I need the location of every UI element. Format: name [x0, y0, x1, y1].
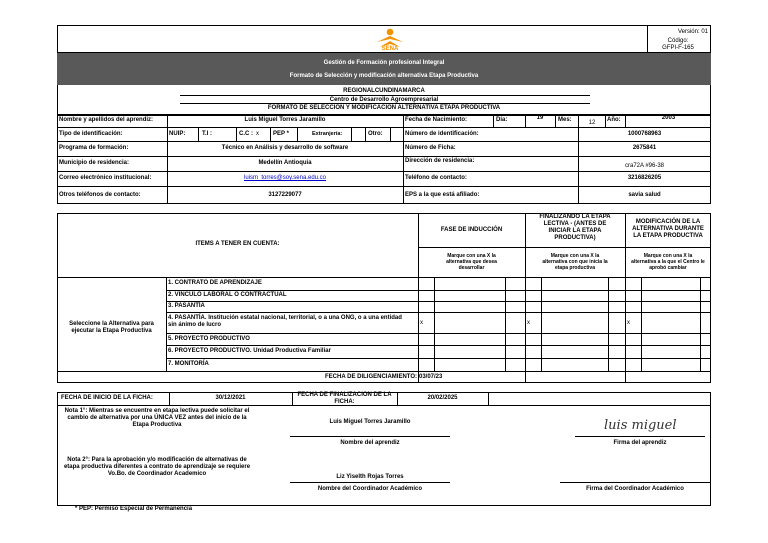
- otro-label: Otro:: [368, 130, 383, 137]
- nota2-line3: Vo.Bo. de Coordinador Academico: [107, 471, 207, 477]
- sub-induccion-3: desarrollar: [458, 265, 485, 271]
- municipio-label: Municipio de residencia:: [59, 160, 130, 166]
- items-title: ITEMS A TENER EN CUENTA:: [195, 241, 280, 247]
- year-value: 2003: [661, 115, 676, 121]
- year-label: Año:: [607, 117, 621, 123]
- code-label: Código:: [667, 38, 689, 44]
- select-label-1: Seleccione la Alternativa para: [69, 321, 154, 327]
- address-value: cra72A #96-38: [624, 163, 665, 169]
- sena-logo-text: SENA: [381, 46, 399, 52]
- sub-modificacion-1: Marque con una X la: [643, 253, 693, 259]
- col-modificacion-2: ALTERNATIVA DURANTE: [632, 226, 704, 232]
- option-7[interactable]: 7. MONITORÍA: [168, 361, 209, 367]
- cc-label: C.C :: [239, 130, 253, 137]
- code-value: GFPI-F-165: [662, 45, 694, 51]
- option-6[interactable]: 6. PROYECTO PRODUCTIVO. Unidad Productiva Familiar: [168, 348, 331, 354]
- sub-induccion-1: Marque con una X la: [447, 253, 496, 259]
- phone-value: 3216826205: [627, 175, 662, 181]
- firma-coord-label: Firma del Coordinador Académico: [586, 486, 684, 492]
- nota1-line1: Nota 1°: Mientras se encuentre en etapa lectiva puede solicitar el: [64, 408, 250, 414]
- sub-finalizando-3: etapa productiva: [554, 265, 595, 271]
- id-number-value: 1000768963: [627, 130, 662, 137]
- month-value: 12: [588, 120, 596, 126]
- eps-value: savia salud: [628, 191, 661, 198]
- mark-modificacion-4[interactable]: x: [627, 320, 630, 326]
- diligencia-value: 03/07/23: [419, 374, 443, 380]
- day-label: Día:: [496, 117, 508, 123]
- aprendiz-signature: luis miguel: [604, 418, 677, 433]
- version-label: Versión: 01: [677, 29, 708, 35]
- id-number-label: Número de identificación:: [405, 130, 479, 137]
- name-value: Luis Miguel Torres Jaramillo: [244, 117, 326, 123]
- coord-label: Nombre del Coordinador Académico: [317, 486, 423, 492]
- program-label: Programa de formación:: [59, 145, 129, 151]
- extranjeria-label: Extranjería:: [312, 130, 343, 137]
- formato-label: FORMATO DE SELECCIÓN Y MODIFICACIÓN ALTERNATIVA ETAPA PRODUCTIVA: [267, 105, 501, 111]
- other-phones-label: Otros teléfonos de contacto:: [59, 191, 141, 198]
- pep-label: PEP *: [273, 130, 289, 137]
- col-induccion: FASE DE INDUCCIÓN: [440, 227, 503, 233]
- inicio-value: 30/12/2021: [215, 395, 246, 401]
- sub-modificacion-3: aprobó cambiar: [649, 265, 687, 271]
- inicio-label: FECHA DE INICIO DE LA FICHA:: [61, 395, 153, 401]
- sub-finalizando-1: Marque con una X la: [550, 253, 600, 259]
- option-3[interactable]: 3. PASANTÍA: [168, 303, 205, 309]
- name-label: Nombre y apellidos del aprendiz:: [59, 117, 154, 123]
- aprendiz-name: Luis Miguel Torres Jaramillo: [329, 419, 411, 425]
- mark-induccion-4[interactable]: x: [420, 320, 423, 326]
- email-link[interactable]: luism_torres@soy.sena.edu.co: [243, 175, 327, 181]
- id-type-label: Tipo de identificación:: [59, 130, 123, 137]
- firma-aprendiz-label: Firma del aprendiz: [613, 440, 667, 446]
- regional-label: REGIONALCUNDINAMARCA: [343, 88, 425, 94]
- option-2[interactable]: 2. VINCULO LABORAL O CONTRACTUAL: [168, 292, 287, 298]
- col-finalizando-2: LECTIVA - (ANTES DE: [543, 221, 607, 227]
- nuip-label: NUIP:: [169, 130, 186, 137]
- col-modificacion-3: LA ETAPA PRODUCTIVA: [633, 233, 703, 239]
- municipio-value: Medellín Antioquia: [258, 160, 312, 166]
- day-value: 19: [536, 115, 544, 121]
- address-label: Dirección de residencia:: [405, 158, 475, 164]
- nota1-line3: Etapa Productiva: [132, 422, 182, 428]
- select-label-2: ejecutar la Etapa Productiva: [71, 328, 152, 334]
- program-value: Técnico en Análisis y desarrollo de software: [221, 145, 349, 151]
- sub-finalizando-2: alternativa con que inicia la: [542, 259, 608, 265]
- ficha-label: Número de Ficha:: [405, 145, 456, 151]
- nota2-line2: etapa productiva diferentes a contrato de aprendizaje se requiere: [63, 464, 251, 470]
- pep-note: * PEP: Permiso Especial de Permanencia: [75, 506, 193, 512]
- title-bar: [57, 53, 711, 85]
- month-label: Mes:: [558, 117, 572, 123]
- ficha-value: 2675841: [632, 145, 657, 151]
- other-phones-value: 3127229077: [268, 191, 302, 198]
- centro-label: Centro de Desarrollo Agroempresarial: [329, 97, 439, 103]
- phone-label: Teléfono de contacto:: [405, 175, 467, 181]
- option-4-cont: sin ánimo de lucro: [168, 322, 222, 328]
- nota1-line2: cambio de alternativa por una ÚNICA VEZ antes del inicio de la: [67, 415, 247, 421]
- mark-finalizando-4[interactable]: x: [527, 320, 530, 326]
- sub-modificacion-2: alternativa a la que el Centro le: [631, 259, 705, 265]
- ti-label: T.I :: [202, 130, 212, 137]
- col-finalizando-4: PRODUCTIVA): [554, 235, 596, 241]
- col-finalizando-3: INICIAR LA ETAPA: [548, 228, 602, 234]
- cc-mark: x: [256, 130, 259, 137]
- fin-label-2: FICHA:: [334, 399, 355, 405]
- coord-name: Liz Yiselth Rojas Torres: [336, 474, 404, 480]
- option-1[interactable]: 1. CONTRATO DE APRENDIZAJE: [168, 280, 262, 286]
- col-modificacion-1: MODIFICACIÓN DE LA: [635, 219, 701, 225]
- option-5[interactable]: 5. PROYECTO PRODUCTIVO: [168, 335, 250, 342]
- fin-value: 20/02/2025: [427, 395, 458, 401]
- sub-induccion-2: alternativa que desea: [446, 259, 497, 265]
- eps-label: EPS a la que está afiliado:: [405, 191, 480, 198]
- aprendiz-label: Nombre del aprendiz: [340, 440, 400, 446]
- bar-subtitle: Formato de Selección y modificación alternativa Etapa Productiva: [289, 73, 479, 79]
- email-label: Correo electrónico institucional:: [59, 175, 152, 181]
- option-4[interactable]: 4. PASANTÍA. Institución estatal nacional, territorial, o a una ONG, o a una entidad: [168, 315, 402, 321]
- diligencia-label: FECHA DE DILIGENCIAMIENTO:: [325, 374, 418, 380]
- fin-label-1: FECHA DE FINALIZACION DE LA: [297, 392, 392, 398]
- bar-title: Gestión de Formación profesional Integral: [323, 60, 445, 66]
- birth-label: Fecha de Nacimiento:: [405, 117, 468, 123]
- col-finalizando-1: FINALIZANDO LA ETAPA: [539, 214, 611, 220]
- nota2-line1: Nota 2°: Para la aprobación y/o modificación de alternativas de: [67, 457, 247, 463]
